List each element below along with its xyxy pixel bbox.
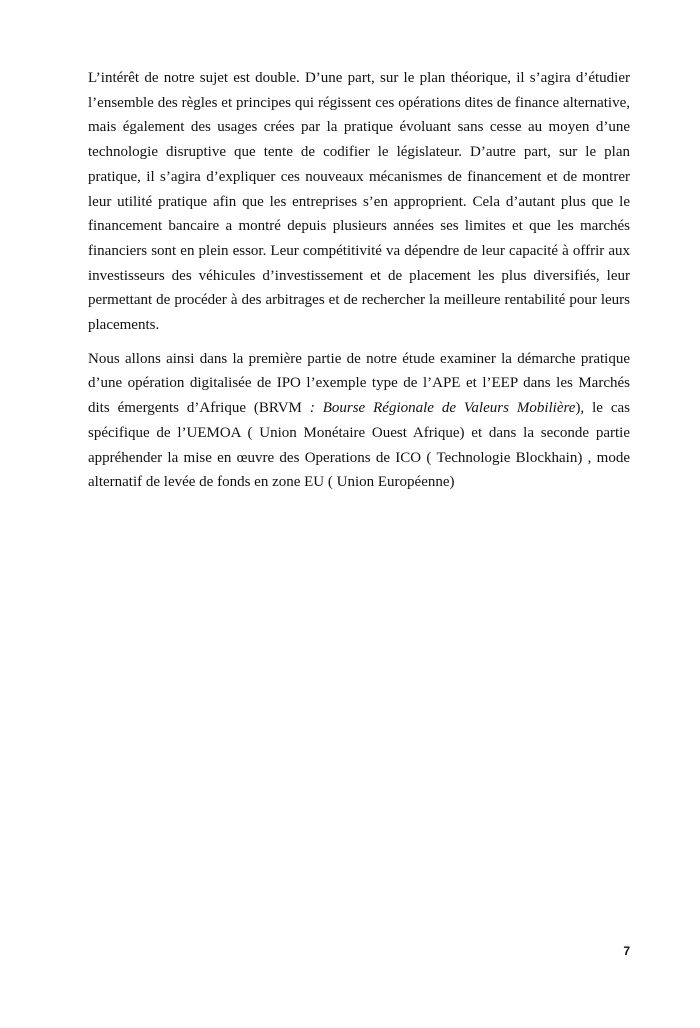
page-number: 7 [623,944,630,958]
brvm-definition: : Bourse Régionale de Valeurs Mobilière [309,400,576,417]
body-text [88,66,630,504]
paragraph-plan-text-end: ), le cas spécifique de l’UEMOA ( Union Monétaire Ouest Afrique) et dans la seconde partie appréhender la mise en œuvre des Operations de ICO ( Technologie Blockhain) , mode alternatif de levée de fonds en zone EU ( Union Européenne) [88,400,630,491]
paragraph-interest: L’intérêt de notre sujet est double. D’une part, sur le plan théorique, il s’agira d’étudier l’ensemble des règles et principes qui régissent ces opérations dites de finance alternative, mais également des usages crées par la pratique évoluant sans cesse au moyen d’une technologie disruptive que tente de codifier le législateur. D’autre part, sur le plan pratique, il s’agira d’expliquer ces nouveaux mécanismes de financement et de montrer leur utilité pratique afin que les entreprises s’en approprient. Cela d’autant plus que le financement bancaire a montré depuis plusieurs années ses limites et que les marchés financiers sont en plein essor. Leur compétitivité va dépendre de leur capacité à offrir aux investisseurs des véhicules d’investissement et de placement les plus diversifiés, leur permettant de procéder à des arbitrages et de rechercher la meilleure rentabilité pour leurs placements. [88,70,630,334]
paragraph-plan [88,347,630,495]
paragraph-plan-text-start: Nous allons ainsi dans la première partie de notre étude examiner la démarche pratique d’une opération digitalisée de IPO l’exemple type de l’APE et l’EEP dans les Marchés dits émergents d’Afrique (BRVM [88,350,630,417]
